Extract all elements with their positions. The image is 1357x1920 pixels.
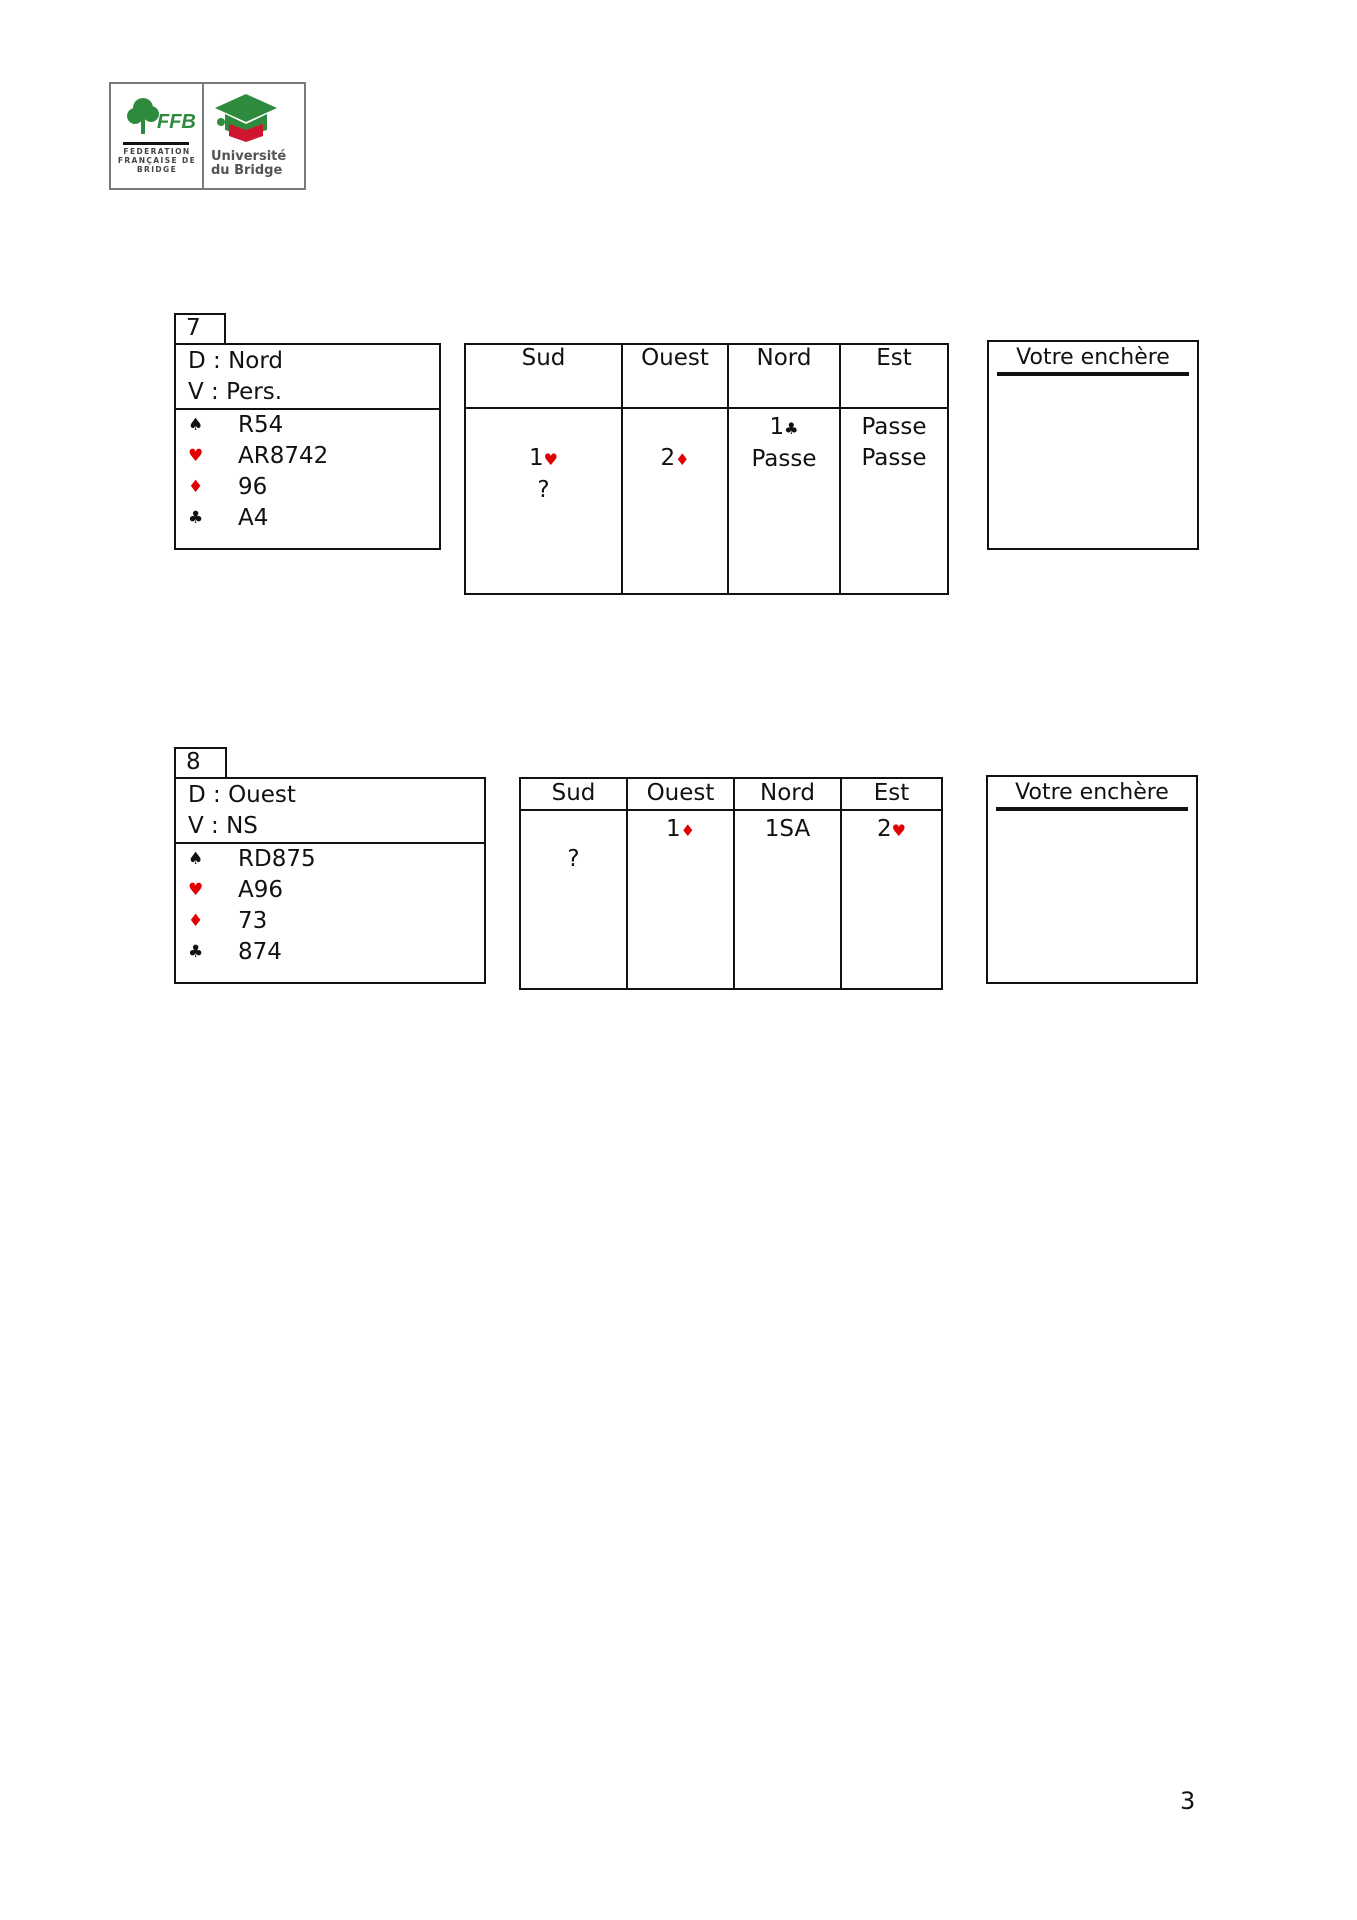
dealer-line: D : Nord xyxy=(188,348,284,374)
clubs-cards: 874 xyxy=(238,939,282,965)
sud-bids xyxy=(465,408,622,594)
diamond-icon: ♦ xyxy=(188,911,204,931)
diamonds-row xyxy=(188,906,472,937)
header-est: Est xyxy=(840,344,948,408)
club-icon: ♣ xyxy=(188,942,204,962)
spades-row xyxy=(188,844,472,875)
header-sud: Sud xyxy=(520,778,627,810)
cards-7 xyxy=(176,410,439,534)
est-bids xyxy=(841,810,942,989)
dealer-line: D : Ouest xyxy=(188,782,296,808)
bid: Passe xyxy=(861,414,927,440)
clubs-cards: A4 xyxy=(238,505,269,531)
ffb-brand: FFB xyxy=(157,111,196,133)
diamonds-cards: 73 xyxy=(238,908,268,934)
page-number: 3 xyxy=(1180,1787,1196,1815)
logo-divider xyxy=(202,84,204,188)
nord-bids xyxy=(728,408,840,594)
bid: ? xyxy=(567,846,580,872)
header-ouest: Ouest xyxy=(622,344,728,408)
clubs-row xyxy=(188,937,472,968)
answer-title: Votre enchère xyxy=(996,779,1188,811)
header-ouest: Ouest xyxy=(627,778,734,810)
header-nord: Nord xyxy=(728,344,840,408)
logo-bar xyxy=(123,142,189,145)
header-nord: Nord xyxy=(734,778,841,810)
bid: Passe xyxy=(861,445,927,471)
hearts-row xyxy=(188,441,427,472)
cards-8 xyxy=(176,844,484,968)
club-icon: ♣ xyxy=(784,419,799,438)
spades-cards: R54 xyxy=(238,412,284,438)
clubs-row xyxy=(188,503,427,534)
diamonds-row xyxy=(188,472,427,503)
hearts-cards: A96 xyxy=(238,877,284,903)
deal-number-7: 7 xyxy=(174,313,226,345)
hand-deal-7 xyxy=(174,343,441,550)
heart-icon: ♥ xyxy=(188,446,204,466)
header-est: Est xyxy=(841,778,942,810)
est-bids xyxy=(840,408,948,594)
deal-number-8: 8 xyxy=(174,747,227,779)
header-sud: Sud xyxy=(465,344,622,408)
spade-icon: ♠ xyxy=(188,849,204,869)
answer-title: Votre enchère xyxy=(997,344,1189,376)
bidding-table-7 xyxy=(464,343,949,595)
spades-cards: RD875 xyxy=(238,846,316,872)
bid: 1SA xyxy=(764,816,811,842)
answer-box-7[interactable] xyxy=(987,340,1199,550)
tree-icon xyxy=(121,90,196,140)
ouest-bids xyxy=(627,810,734,989)
club-icon: ♣ xyxy=(188,508,204,528)
sud-bids xyxy=(520,810,627,989)
heart-icon: ♥ xyxy=(188,880,204,900)
hand-deal-8 xyxy=(174,777,486,984)
vuln-line: V : Pers. xyxy=(188,379,283,405)
graduation-cap-icon xyxy=(211,92,281,144)
bid: ? xyxy=(537,477,550,503)
spade-icon: ♠ xyxy=(188,415,204,435)
vuln-line: V : NS xyxy=(188,813,258,839)
diamond-icon: ♦ xyxy=(675,450,690,469)
hearts-cards: AR8742 xyxy=(238,443,329,469)
bid: 1♣ xyxy=(769,414,799,440)
bid: 2♥ xyxy=(877,816,906,842)
diamond-icon: ♦ xyxy=(188,477,204,497)
bidding-table-8 xyxy=(519,777,943,990)
ouest-bids xyxy=(622,408,728,594)
diamonds-cards: 96 xyxy=(238,474,268,500)
diamond-icon: ♦ xyxy=(680,821,695,840)
spades-row xyxy=(188,410,427,441)
ffb-name: FEDERATION FRANÇAISE DE BRIDGE xyxy=(117,147,197,174)
universite-line1: Université xyxy=(211,149,287,164)
heart-icon: ♥ xyxy=(543,450,558,469)
heart-icon: ♥ xyxy=(891,821,906,840)
nord-bids xyxy=(734,810,841,989)
hearts-row xyxy=(188,875,472,906)
ffb-logo xyxy=(109,82,306,190)
dealer-vuln-7 xyxy=(176,345,439,410)
bid: 1♦ xyxy=(666,816,695,842)
dealer-vuln-8 xyxy=(176,779,484,844)
bid: Passe xyxy=(751,446,817,472)
bid: 2♦ xyxy=(660,445,690,471)
answer-box-8[interactable] xyxy=(986,775,1198,984)
bid: 1♥ xyxy=(529,445,558,471)
universite-line2: du Bridge xyxy=(211,163,283,178)
universite-text xyxy=(211,150,286,178)
